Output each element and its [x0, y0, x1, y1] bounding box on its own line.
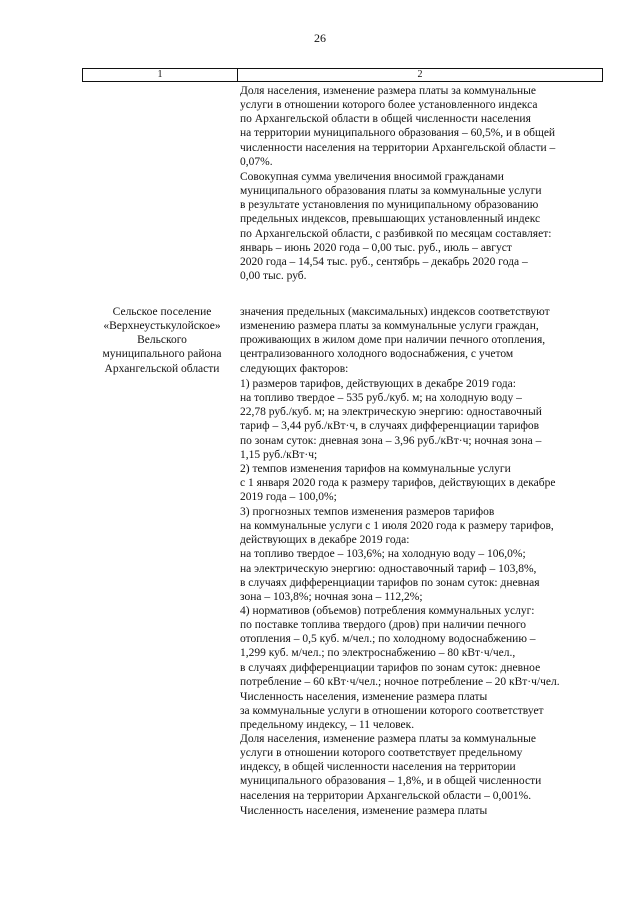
row1-paragraph-1: Доля населения, изменение размера платы за коммунальные услуги в отношении которого более установленного индекса по Архангельской области в общей численности населения на территории муниципального образования – 60,5%, и в общей численности населения на территории Архангельской области – 0,07%.	[240, 85, 556, 168]
row1-paragraph-2: Совокупная сумма увеличения вносимой гражданами муниципального образования платы за коммунальные услуги в результате установления по муниципальному образованию предельных индексов, превышающих установленный индекс по Архангельской области, с разбивкой по месяцам составляет: январь – июнь 2020 года – 0,00 тыс. руб., июль – август 2020 года – 14,54 тыс. руб., сентябрь – декабрь 2020 года – 0,00 тыс. руб.	[240, 171, 552, 283]
table-header-col1: 1	[82, 69, 238, 81]
table-header-row	[82, 68, 603, 82]
settlement-name: Сельское поселение «Верхнеустькулойское» Вельского муниципального района Архангельской области	[102, 306, 222, 375]
page-number: 26	[314, 31, 326, 45]
row2-paragraph-8: Численность населения, изменение размера платы	[240, 805, 488, 817]
table-header-col2: 2	[238, 69, 603, 81]
row2-paragraph-1: значения предельных (максимальных) индексов соответствуют изменению размера платы за коммунальные услуги граждан, проживающих в жилом доме при наличии печного отопления, централизованного холодного водоснабжения, с учетом следующих факторов:	[240, 306, 550, 375]
row2-paragraph-4: 3) прогнозных темпов изменения размеров тарифов на коммунальные услуги с 1 июля 2020 года к размеру тарифов, действующих в декабре 2019 года: на топливо твердое – 103,6%; на холодную воду – 106,0%; на электрическую энергию: одноставочный тариф – 103,8%, в случаях дифференциации тарифов по зонам суток: дневная зона – 103,8%; ночная зона – 112,2%;	[240, 506, 554, 603]
row2-paragraph-2: 1) размеров тарифов, действующих в декабре 2019 года: на топливо твердое – 535 руб./куб. м; на холодную воду – 22,78 руб./куб. м; на электрическую энергию: одноставочный тариф – 3,44 руб./кВт·ч, в случаях дифференциации тарифов по зонам суток: дневная зона – 3,96 руб./кВт·ч; ночная зона – 1,15 руб./кВт·ч;	[240, 378, 542, 461]
row2-paragraph-5: 4) нормативов (объемов) потребления коммунальных услуг: по поставке топлива твердого (дров) при наличии печного отопления – 0,5 куб. м/чел.; по холодному водоснабжению – 1,299 куб. м/чел.; по электроснабжению – 80 кВт·ч/чел., в случаях дифференциации тарифов по зонам суток: дневное потребление – 60 кВт·ч/чел.; ночное потребление – 20 кВт·ч/чел.	[240, 605, 560, 688]
row2-paragraph-7: Доля населения, изменение размера платы за коммунальные услуги в отношении которого соответствует предельному индексу, в общей численности населения на территории муниципального образования – 1,8%, и в общей численности населения на территории Архангельской области – 0,001%.	[240, 733, 542, 802]
row2-paragraph-3: 2) темпов изменения тарифов на коммунальные услуги с 1 января 2020 года к размеру тарифов, действующих в декабре 2019 года – 100,0%;	[240, 463, 556, 504]
row2-paragraph-6: Численность населения, изменение размера платы за коммунальные услуги в отношении которого соответствует предельному индексу, – 11 человек.	[240, 691, 544, 732]
